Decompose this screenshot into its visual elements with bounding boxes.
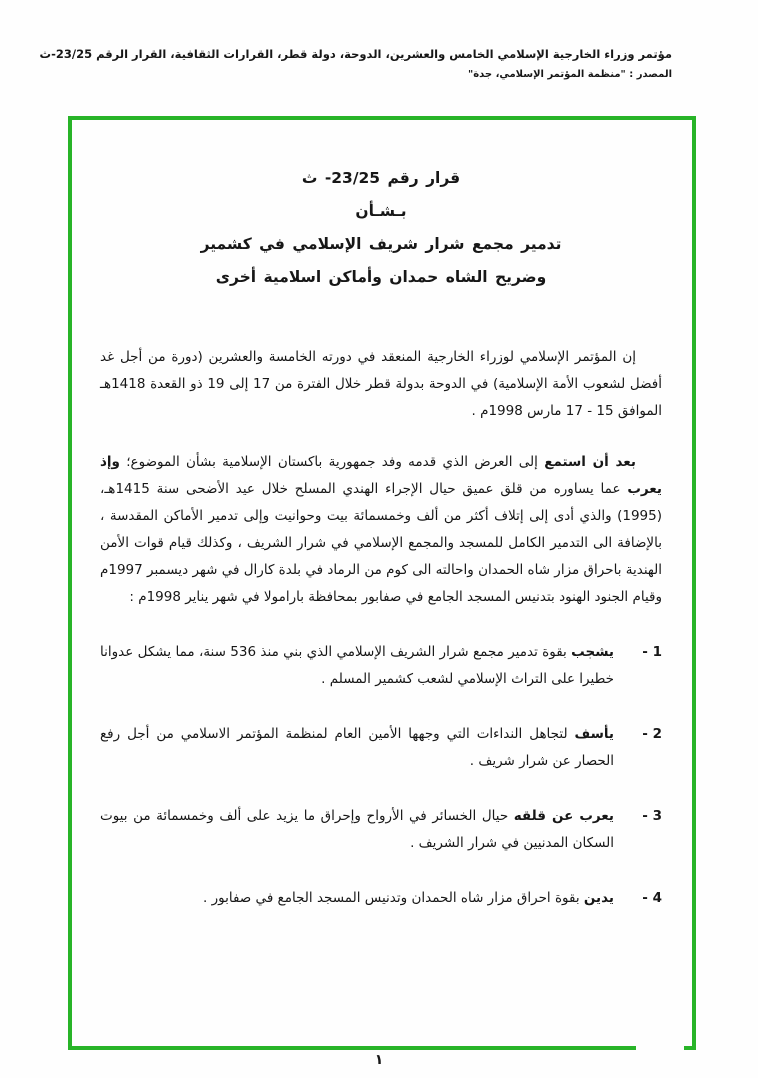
list-item [100, 639, 662, 693]
list-item [100, 803, 662, 857]
lead-phrase-expressing: وإذ يعرب [100, 454, 662, 497]
item-number: 1 - [642, 644, 662, 660]
item-text [100, 885, 614, 912]
item-text [100, 639, 614, 693]
item-rest-text: حيال الخسائر في الأرواح وإحراق ما يزيد على ألف وخمسمائة من بيوت السكان المدنيين في شرار الشريف . [100, 808, 614, 851]
resolution-title-block [100, 162, 662, 294]
body-run: عما يساوره من قلق عميق حيال الإجراء الهندي المسلح خلال عيد الأضحى سنة 1415هـ، (1995) والذي أدى إلى إتلاف أكثر من ألف وخمسمائة بيت وحوانيت وإلى تدمير الأماكن المقدسة ، بالإضافة الى التدمير الكامل للمسجد والمجمع الإسلامي في شرار الشريف ، وكذلك قيام قوات الأمن الهندية باحراق مزار شاه الحمدان واحالته الى كوم من الرماد في بلدة كارال في شهر ديسمبر 1997م وقيام الجنود الهنود بتدنيس المسجد الجامع في صفابور بمحافظة بارامولا في شهر يناير 1998م : [100, 481, 662, 605]
preamble-paragraph: إن المؤتمر الإسلامي لوزراء الخارجية المنعقد في دورته الخامسة والعشرين (دورة من أجل غد أفضل لشعوب الأمة الإسلامية) في الدوحة بدولة قطر خلال الفترة من 17 إلى 19 ذو القعدة 1418هـ الموافق 15 - 17 مارس 1998م . [100, 349, 662, 419]
title-subject-line-2: وضريح الشاه حمدان وأماكن اسلامية أخرى [215, 268, 547, 286]
lead-phrase-having-listened: بعد أن استمع [544, 454, 636, 470]
item-number: 2 - [642, 726, 662, 742]
operative-items-list [100, 639, 662, 912]
item-rest-text: بقوة احراق مزار شاه الحمدان وتدنيس المسجد الجامع في صفابور . [203, 890, 584, 906]
body-run: إلى العرض الذي قدمه وفد جمهورية باكستان الإسلامية بشأن الموضوع؛ [119, 454, 545, 470]
citation-header [39, 46, 672, 80]
item-rest-text: لتجاهل النداءات التي وجهها الأمين العام لمنظمة المؤتمر الاسلامي من أجل رفع الحصار عن شرار شريف . [100, 726, 614, 769]
list-item [100, 721, 662, 775]
item-lead-word: يأسف [574, 726, 614, 742]
highlight-border-box [68, 116, 696, 1050]
item-lead-word: يدين [583, 890, 614, 906]
title-subject-line-1: تدمير مجمع شرار شريف الإسلامي في كشمير [200, 235, 562, 253]
resolution-content [72, 120, 692, 1046]
page-number: ١ [374, 1052, 384, 1068]
item-rest-text: بقوة تدمير مجمع شرار الشريف الإسلامي الذي بني منذ 536 سنة، مما يشكل عدوانا خطيرا على التراث الإسلامي لشعب كشمير المسلم . [100, 644, 614, 687]
header-citation-line: مؤتمر وزراء الخارجية الإسلامي الخامس والعشرين، الدوحة، دولة قطر، القرارات الثقافية، القرار الرقم 23/25-ث [39, 47, 672, 61]
border-gap-artifact [636, 1046, 684, 1050]
title-resolution-number: قرار رقم 23/25- ث [301, 169, 461, 187]
item-lead-word: يعرب عن قلقه [513, 808, 614, 824]
list-item [100, 885, 662, 912]
item-lead-word: يشجب [571, 644, 614, 660]
item-text [100, 803, 614, 857]
item-number: 3 - [642, 808, 662, 824]
item-text [100, 721, 614, 775]
background-paragraph [100, 449, 662, 611]
item-number: 4 - [642, 890, 662, 906]
header-source-line: المصدر : "منظمة المؤتمر الإسلامي، جدة" [467, 69, 672, 80]
title-regarding: بـشـأن [355, 202, 407, 220]
